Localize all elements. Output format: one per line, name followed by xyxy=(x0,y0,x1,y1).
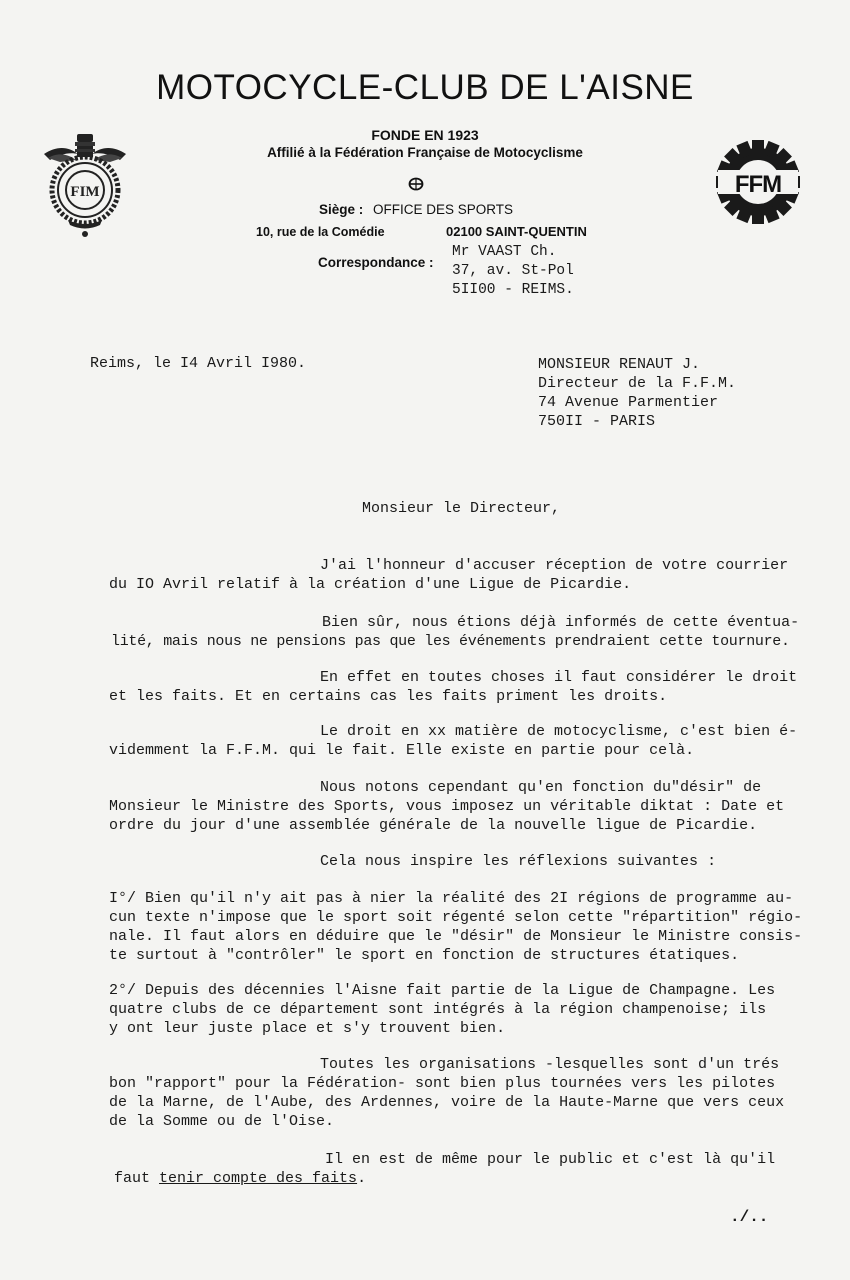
small-emblem-icon xyxy=(408,177,424,191)
paragraph-line: y ont leur juste place et s'y trouvent bien. xyxy=(109,1020,506,1037)
point-one xyxy=(109,889,803,965)
last-line-suffix: . xyxy=(357,1170,367,1187)
paragraph-line: te surtout à "contrôler" le sport en fonction de structures étatiques. xyxy=(109,947,740,964)
recipient-line: Directeur de la F.F.M. xyxy=(538,375,737,392)
paragraph-line: Monsieur le Ministre des Sports, vous imposez un véritable diktat : Date et xyxy=(109,798,785,815)
svg-text:FIM: FIM xyxy=(70,184,100,200)
siege-value: OFFICE DES SPORTS xyxy=(373,202,514,217)
paragraph-line: Nous notons cependant qu'en fonction du"désir" de xyxy=(320,779,762,796)
paragraph-line: 2°/ Depuis des décennies l'Aisne fait partie de la Ligue de Champagne. Les xyxy=(109,982,776,999)
correspondance-line: 37, av. St-Pol xyxy=(452,263,574,279)
recipient-block xyxy=(538,355,736,431)
recipient-line: 750II - PARIS xyxy=(538,413,656,430)
club-title: MOTOCYCLE-CLUB DE L'AISNE xyxy=(156,68,694,107)
paragraph-line: nale. Il faut alors en déduire que le "désir" de Monsieur le Ministre consis- xyxy=(109,928,803,945)
correspondance-address xyxy=(452,243,574,300)
paragraph-line: Bien sûr, nous étions déjà informés de cette éventua- xyxy=(322,614,800,631)
siege-line xyxy=(319,202,513,217)
paragraph-line: videmment la F.F.M. qui le fait. Elle existe en partie pour celà. xyxy=(109,742,695,759)
paragraph-line: bon "rapport" pour la Fédération- sont bien plus tournées vers les pilotes xyxy=(109,1075,776,1092)
continuation-mark: ./.. xyxy=(730,1208,769,1226)
street-address: 10, rue de la Comédie xyxy=(256,225,385,239)
paragraph-line xyxy=(114,1169,794,1188)
salutation: Monsieur le Directeur, xyxy=(362,500,561,517)
recipient-line: 74 Avenue Parmentier xyxy=(538,394,719,411)
city-address: 02100 SAINT-QUENTIN xyxy=(446,224,587,239)
correspondance-line: 5II00 - REIMS. xyxy=(452,282,574,298)
paragraph-line: Toutes les organisations -lesquelles sont d'un trés xyxy=(320,1056,780,1073)
point-two xyxy=(109,981,789,1038)
founded-line: FONDE EN 1923 xyxy=(371,127,479,143)
place-date: Reims, le I4 Avril I980. xyxy=(90,355,307,372)
paragraph-line: I°/ Bien qu'il n'y ait pas à nier la réalité des 2I régions de programme au- xyxy=(109,890,794,907)
paragraph-line: cun texte n'impose que le sport soit régenté selon cette "répartition" régio- xyxy=(109,909,803,926)
paragraph-line: de la Somme ou de l'Oise. xyxy=(109,1113,335,1130)
paragraph xyxy=(114,1150,794,1188)
paragraph-line: du IO Avril relatif à la création d'une Ligue de Picardie. xyxy=(109,576,632,593)
paragraph xyxy=(109,668,798,706)
paragraph xyxy=(109,852,789,871)
paragraph xyxy=(109,778,789,835)
correspondance-label: Correspondance : xyxy=(318,255,434,270)
paragraph-line: de la Marne, de l'Aube, des Ardennes, voire de la Haute-Marne que vers ceux xyxy=(109,1094,785,1111)
paragraph-line: lité, mais nous ne pensions pas que les événements prendraient cette tournure. xyxy=(111,633,790,650)
svg-text:FFM: FFM xyxy=(734,171,782,198)
paragraph xyxy=(111,613,800,651)
paragraph-line: En effet en toutes choses il faut considérer le droit xyxy=(320,669,798,686)
paragraph-line: Cela nous inspire les réflexions suivantes : xyxy=(320,853,717,870)
paragraph xyxy=(109,556,789,594)
paragraph-line: ordre du jour d'une assemblée générale de la nouvelle ligue de Picardie. xyxy=(109,817,758,834)
paragraph-line: Il en est de même pour le public et c'est là qu'il xyxy=(325,1151,776,1168)
paragraph xyxy=(109,1055,789,1131)
paragraph xyxy=(109,722,798,760)
underlined-phrase: tenir compte des faits xyxy=(159,1170,358,1187)
last-line-prefix: faut xyxy=(114,1170,160,1187)
paragraph-line: quatre clubs de ce département sont intégrés à la région champenoise; ils xyxy=(109,1001,767,1018)
siege-label: Siège : xyxy=(319,202,364,217)
correspondance-line: Mr VAAST Ch. xyxy=(452,244,557,260)
paragraph-line: Le droit en xx matière de motocyclisme, c'est bien é- xyxy=(320,723,798,740)
recipient-line: MONSIEUR RENAUT J. xyxy=(538,356,701,373)
paragraph-line: et les faits. Et en certains cas les faits priment les droits. xyxy=(109,688,668,705)
paragraph-line: J'ai l'honneur d'accuser réception de votre courrier xyxy=(320,557,789,574)
affiliation-line: Affilié à la Fédération Française de Motocyclisme xyxy=(267,145,583,160)
